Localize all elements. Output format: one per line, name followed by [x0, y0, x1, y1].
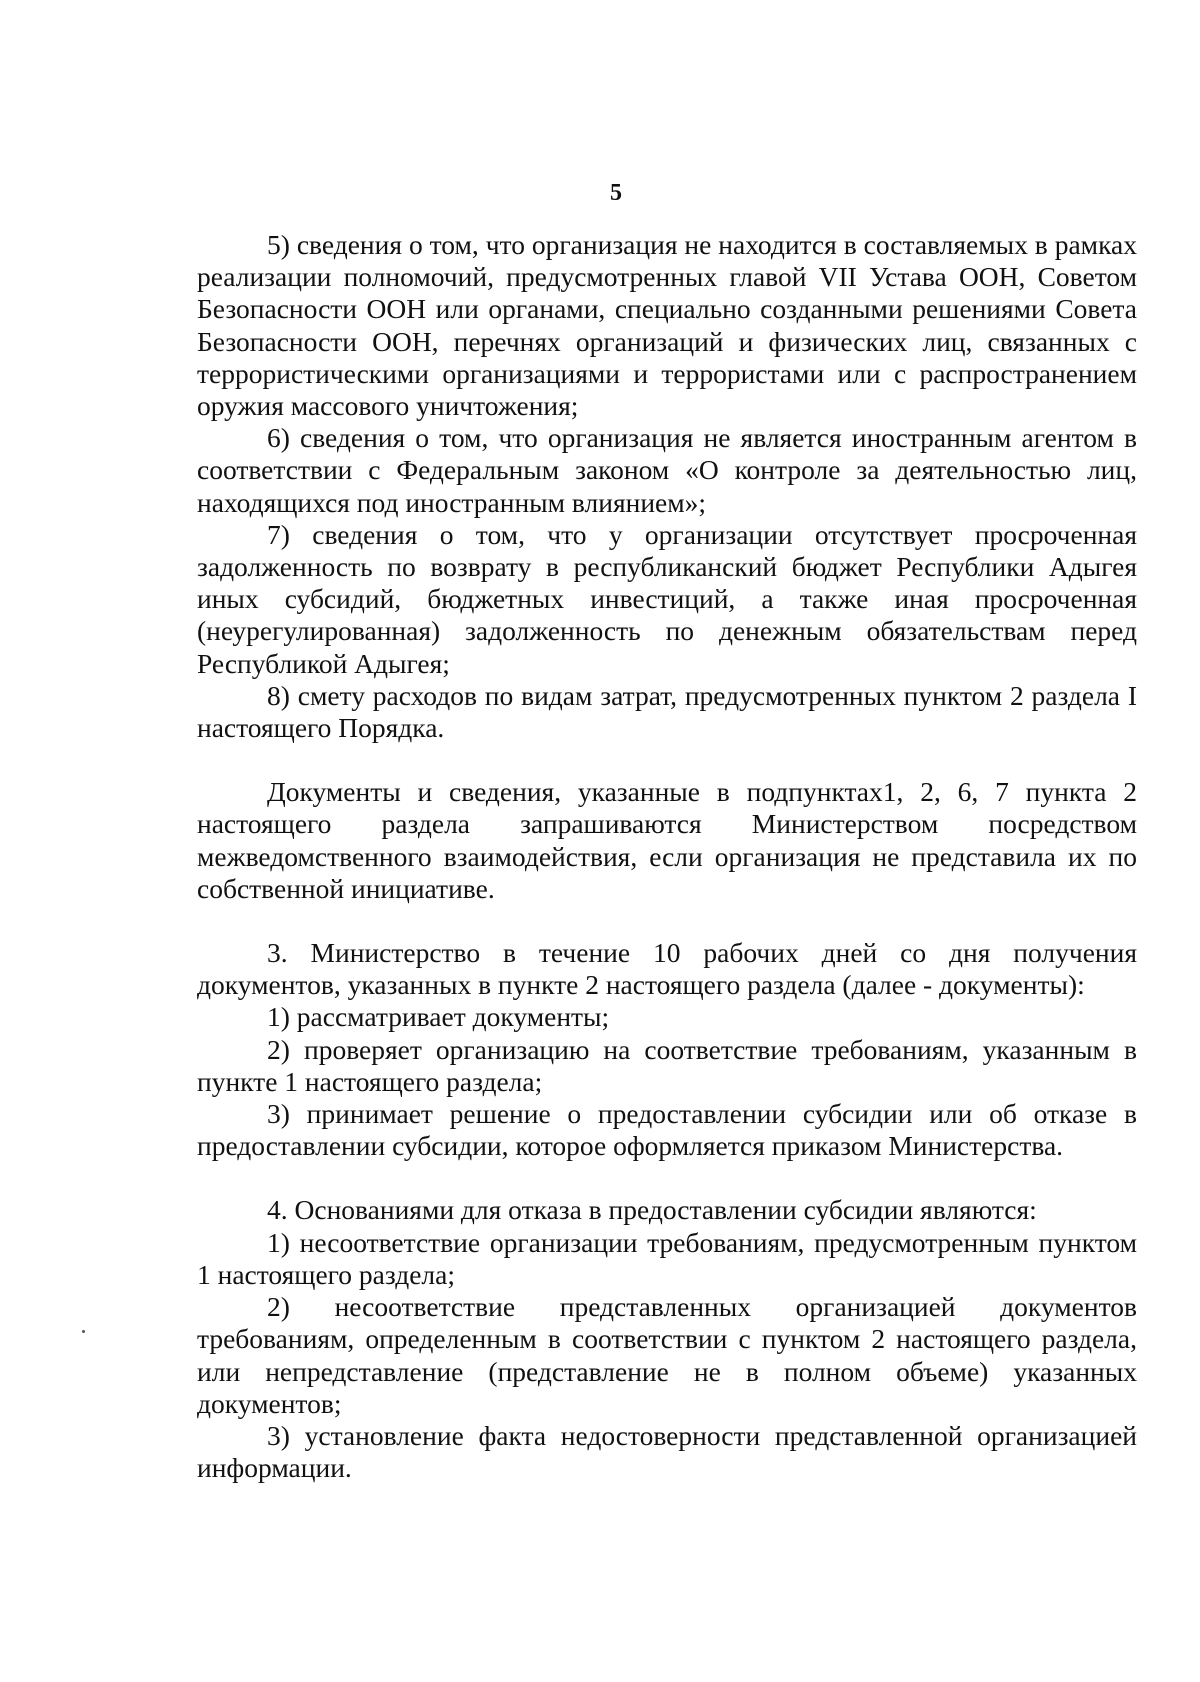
paragraph-section-3-item-3: 3) принимает решение о предоставлении субсидии или об отказе в предоставлении субсидии, которое оформляется приказом Министерства.	[197, 1098, 1137, 1162]
paragraph-section-3: 3. Министерство в течение 10 рабочих дней со дня получения документов, указанных в пункте 2 настоящего раздела (далее - документы):	[197, 937, 1137, 1001]
paragraph-section-4-item-1: 1) несоответствие организации требованиям, предусмотренным пунктом 1 настоящего раздела;	[197, 1226, 1137, 1290]
paragraph-section-4: 4. Основаниями для отказа в предоставлении субсидии являются:	[267, 1194, 1037, 1226]
paragraph-documents-request: Документы и сведения, указанные в подпунктах1, 2, 6, 7 пункта 2 настоящего раздела запрашиваются Министерством посредством межведомственного взаимодействия, если организация не представила их по собственной инициативе.	[197, 776, 1137, 904]
document-body	[197, 229, 1137, 1484]
paragraph-item-8: 8) смету расходов по видам затрат, предусмотренных пунктом 2 раздела I настоящего Порядка.	[197, 679, 1137, 744]
paragraph-item-6: 6) сведения о том, что организация не является иностранным агентом в соответствии с Федеральным законом «О контроле за деятельностью лиц, находящихся под иностранным влиянием»;	[197, 422, 1137, 518]
scan-artifact-dot	[82, 1330, 85, 1333]
page-number: 5	[610, 180, 622, 206]
paragraph-item-7: 7) сведения о том, что у организации отсутствует просроченная задолженность по возврату в республиканский бюджет Республики Адыгея иных субсидий, бюджетных инвестиций, а также иная просроченная (неурегулированная) задолженность по денежным обязательствам перед Республикой Адыгея;	[197, 518, 1137, 679]
paragraph-section-4-item-3: 3) установление факта недостоверности представленной организацией информации.	[197, 1419, 1137, 1484]
paragraph-section-3-item-2: 2) проверяет организацию на соответствие требованиям, указанным в пункте 1 настоящего раздела;	[197, 1033, 1137, 1097]
paragraph-item-5: 5) сведения о том, что организация не находится в составляемых в рамках реализации полномочий, предусмотренных главой VII Устава ООН, Советом Безопасности ООН или органами, специально созданными решениями Совета Безопасности ООН, перечнях организаций и физических лиц, связанных с террористическими организациями и террористами или с распространением оружия массового уничтожения;	[197, 229, 1137, 422]
paragraph-section-3-item-1: 1) рассматривает документы;	[267, 1001, 610, 1033]
paragraph-section-4-item-2: 2) несоответствие представленных организацией документов требованиям, определенным в соответствии с пунктом 2 настоящего раздела, или непредставление (представление не в полном объеме) указанных документов;	[197, 1291, 1137, 1419]
